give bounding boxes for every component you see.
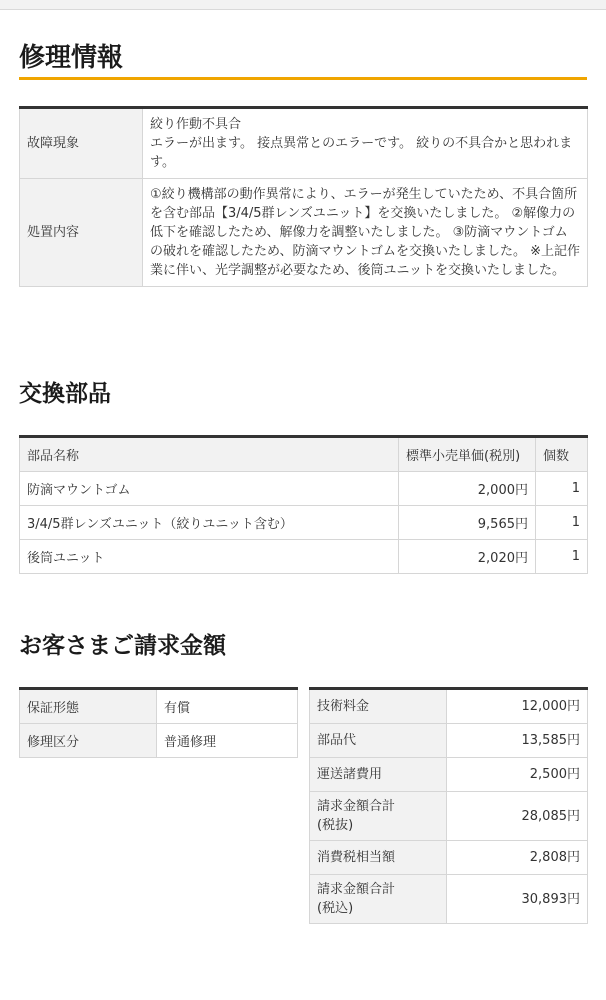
col-header-qty: 個数 (536, 437, 588, 472)
table-row (310, 841, 588, 875)
repair-category-value: 普通修理 (157, 724, 298, 758)
symptom-line: エラーが出ます。 接点異常とのエラーです。 絞りの不具合かと思われます。 (150, 136, 573, 170)
parts-title: 交換部品 (19, 381, 111, 407)
fee-label (310, 792, 447, 841)
part-name: 後筒ユニット (20, 540, 399, 574)
treatment-value: ①絞り機構部の動作異常により、エラーが発生していたため、不具合箇所を含む部品【3/4/5群レンズユニット】を交換いたしました。 ②解像力の低下を確認したため、解像力を調整いたしました。 ③防滴マウントゴムの破れを確認したため、防滴マウントゴムを交換いたしました。 ※上記作業に伴い、光学調整が必要なため、後筒ユニットを交換いたしました。 (143, 179, 588, 287)
part-qty: 1 (536, 540, 588, 574)
symptom-value (143, 108, 588, 179)
part-qty: 1 (536, 472, 588, 506)
fee-value: 28,085円 (447, 792, 588, 841)
table-row (20, 540, 588, 574)
fee-label-line: 請求金額合計 (317, 799, 396, 814)
fee-label: 運送諸費用 (310, 758, 447, 792)
table-row (20, 179, 588, 287)
top-bar (0, 0, 606, 10)
table-row (310, 758, 588, 792)
fee-label-line: 請求金額合計 (317, 882, 396, 897)
parts-table (19, 435, 588, 574)
symptom-label: 故障現象 (20, 108, 143, 179)
fee-label: 部品代 (310, 724, 447, 758)
table-row (20, 472, 588, 506)
table-row (310, 792, 588, 841)
fees-table (309, 687, 588, 924)
part-name: 3/4/5群レンズユニット（絞りユニット含む） (20, 506, 399, 540)
part-price: 2,000円 (399, 472, 536, 506)
table-row (20, 724, 298, 758)
repair-info-table (19, 106, 588, 287)
fee-value: 2,808円 (447, 841, 588, 875)
table-row (20, 108, 588, 179)
col-header-price: 標準小売単価(税別) (399, 437, 536, 472)
table-row (310, 689, 588, 724)
table-row (310, 875, 588, 924)
treatment-label: 処置内容 (20, 179, 143, 287)
fee-value: 30,893円 (447, 875, 588, 924)
part-price: 9,565円 (399, 506, 536, 540)
repair-category-label: 修理区分 (20, 724, 157, 758)
fee-value: 12,000円 (447, 689, 588, 724)
part-name: 防滴マウントゴム (20, 472, 399, 506)
fee-label-line: (税抜) (317, 818, 354, 833)
fee-label: 技術料金 (310, 689, 447, 724)
table-row (20, 506, 588, 540)
table-row (20, 689, 298, 724)
symptom-line: 絞り作動不具合 (150, 117, 242, 132)
fee-label-line: (税込) (317, 901, 354, 916)
table-row (310, 724, 588, 758)
billing-title: お客さまご請求金額 (19, 633, 226, 659)
warranty-table (19, 687, 298, 758)
fee-value: 2,500円 (447, 758, 588, 792)
warranty-type-value: 有償 (157, 689, 298, 724)
warranty-type-label: 保証形態 (20, 689, 157, 724)
fee-value: 13,585円 (447, 724, 588, 758)
part-price: 2,020円 (399, 540, 536, 574)
repair-info-title: 修理情報 (19, 43, 124, 73)
part-qty: 1 (536, 506, 588, 540)
fee-label (310, 875, 447, 924)
title-underline (19, 77, 587, 80)
col-header-name: 部品名称 (20, 437, 399, 472)
fee-label: 消費税相当額 (310, 841, 447, 875)
table-header-row (20, 437, 588, 472)
